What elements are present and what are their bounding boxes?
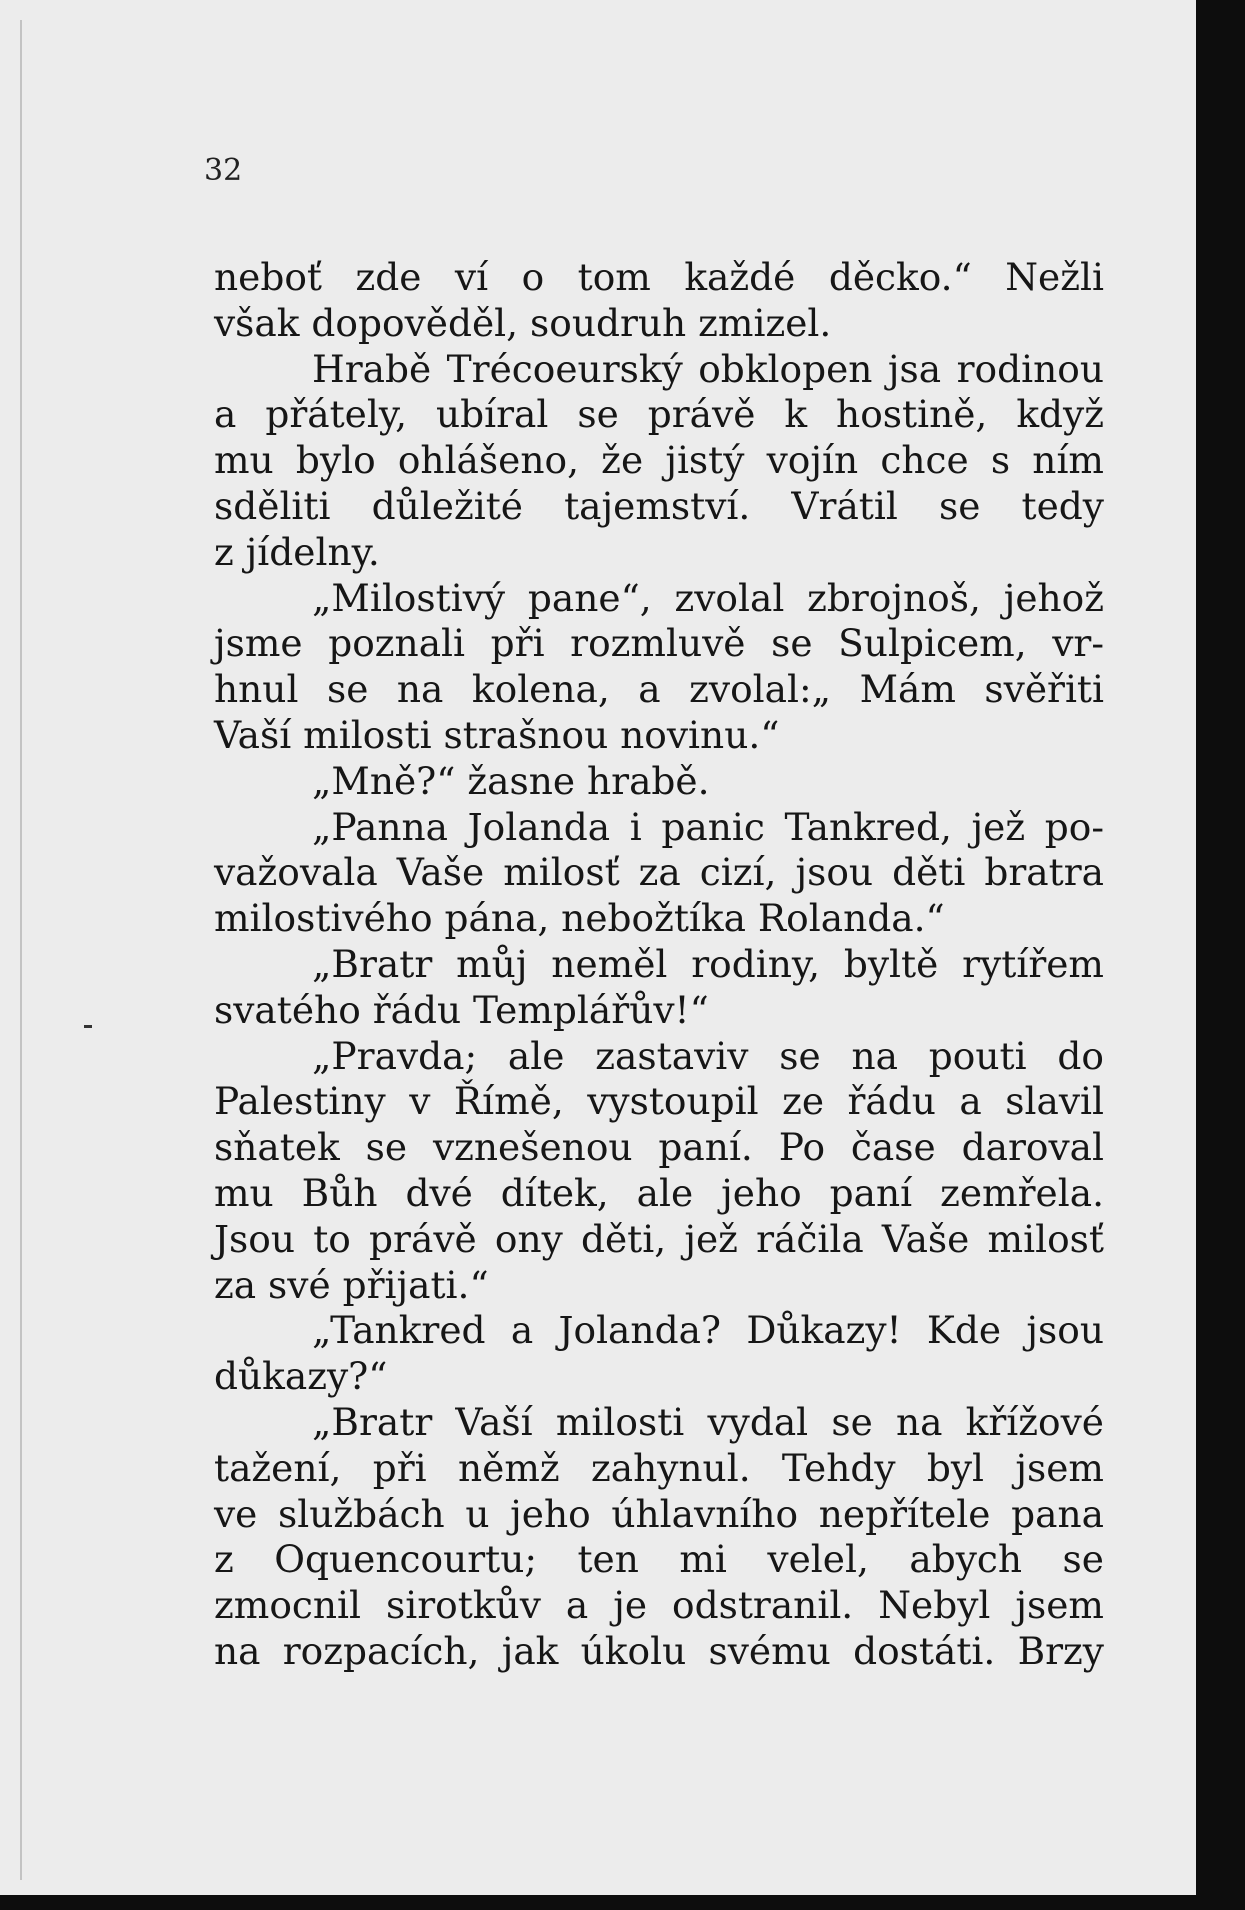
text-line: mu bylo ohlášeno, že jistý vojín chce s ním — [214, 438, 1104, 483]
text-line: hnul se na kolena, a zvolal:„ Mám svěřiti — [214, 667, 1104, 712]
page-number: 32 — [204, 153, 243, 188]
text-line: zmocnil sirotkův a je odstranil. Nebyl jsem — [214, 1583, 1104, 1628]
text-line: ve službách u jeho úhlavního nepřítele pana — [214, 1491, 1104, 1536]
text-line: sňatek se vznešenou paní. Po čase daroval — [214, 1125, 1104, 1170]
text-line: z jídelny. — [214, 529, 380, 574]
text-line: svatého řádu Templářův!“ — [214, 987, 709, 1032]
text-line: „Bratr můj neměl rodiny, byltě rytířem — [312, 941, 1104, 986]
text-line: jsme poznali při rozmluvě se Sulpicem, vr- — [214, 621, 1104, 666]
text-line: „Tankred a Jolanda? Důkazy! Kde jsou — [312, 1308, 1104, 1353]
text-line: Vaší milosti strašnou novinu.“ — [214, 712, 780, 757]
binding-edge-shadow — [20, 20, 22, 1880]
text-line: milostivého pána, nebožtíka Rolanda.“ — [214, 896, 945, 941]
text-line: však dopověděl, soudruh zmizel. — [214, 300, 832, 345]
text-line: „Pravda; ale zastaviv se na pouti do — [312, 1033, 1104, 1078]
text-line: tažení, při němž zahynul. Tehdy byl jsem — [214, 1445, 1104, 1490]
text-line: z Oquencourtu; ten mi velel, abych se — [214, 1537, 1104, 1582]
text-line: a přátely, ubíral se právě k hostině, když — [214, 392, 1104, 437]
margin-mark — [84, 1025, 92, 1028]
body-text — [214, 255, 1104, 1675]
text-line: „Bratr Vaší milosti vydal se na křížové — [312, 1399, 1104, 1444]
text-line: važovala Vaše milosť za cizí, jsou děti bratra — [214, 850, 1104, 895]
text-line: Palestiny v Římě, vystoupil ze řádu a slavil — [214, 1079, 1104, 1124]
text-line: Hrabě Trécoeurský obklopen jsa rodinou — [312, 346, 1104, 391]
text-line: za své přijati.“ — [214, 1262, 489, 1307]
scan-border-right — [1196, 0, 1245, 1910]
text-line: na rozpacích, jak úkolu svému dostáti. Brzy — [214, 1628, 1104, 1673]
text-line: „Panna Jolanda i panic Tankred, jež po- — [312, 804, 1104, 849]
text-line: důkazy?“ — [214, 1354, 388, 1399]
text-line: sděliti důležité tajemství. Vrátil se tedy — [214, 483, 1104, 528]
text-line: „Milostivý pane“, zvolal zbrojnoš, jehož — [312, 575, 1104, 620]
text-line: neboť zde ví o tom každé děcko.“ Nežli — [214, 255, 1104, 299]
scan-border-bottom — [0, 1895, 1245, 1910]
text-line: „Mně?“ žasne hrabě. — [312, 758, 710, 803]
text-line: mu Bůh dvé dítek, ale jeho paní zemřela. — [214, 1170, 1104, 1215]
text-line: Jsou to právě ony děti, jež ráčila Vaše milosť — [214, 1216, 1104, 1261]
